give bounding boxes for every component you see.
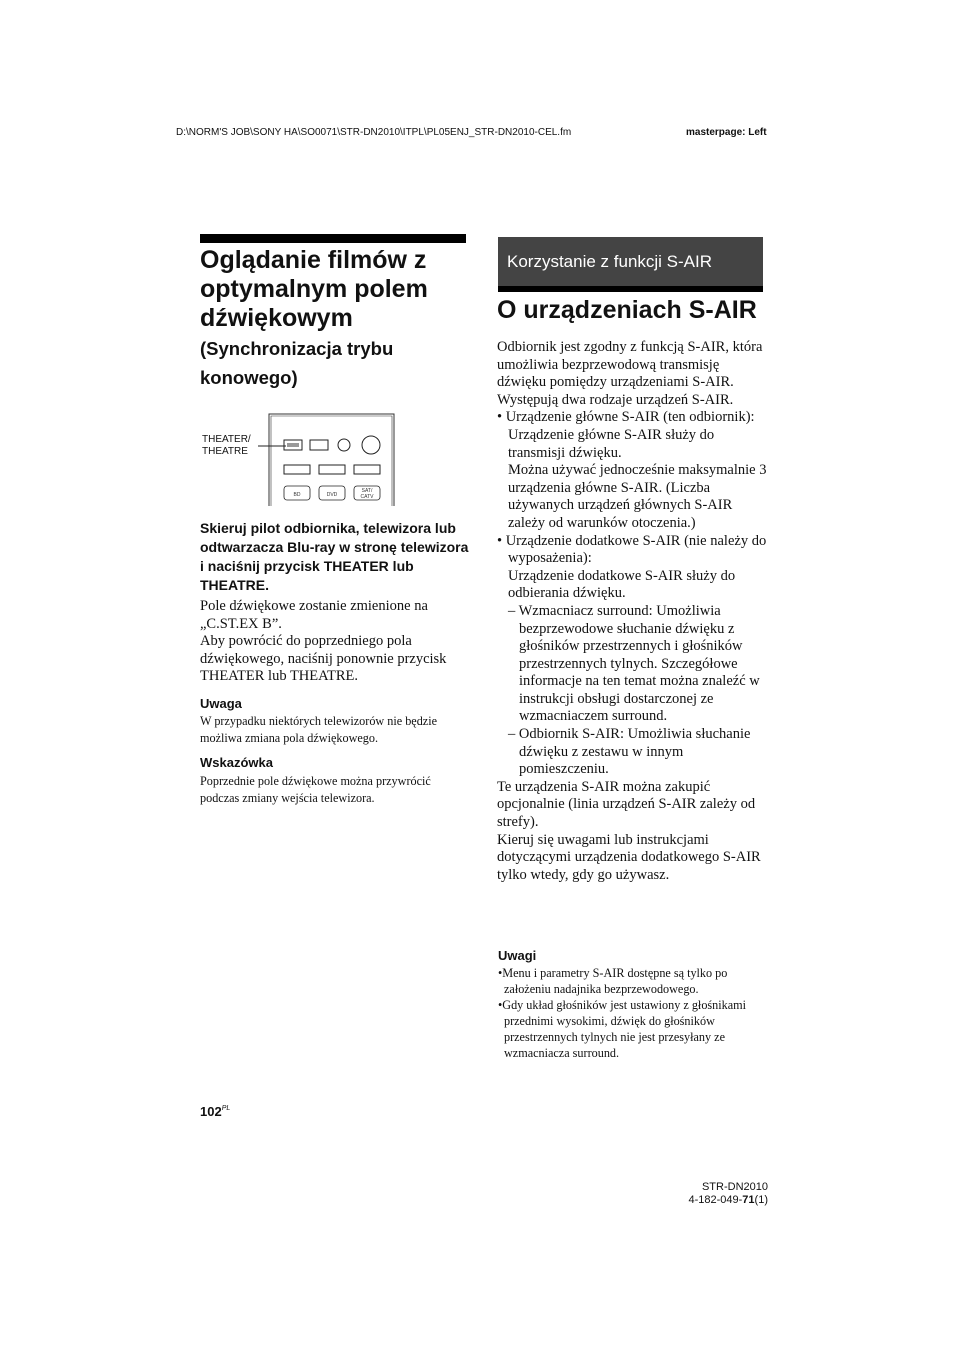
left-heading-rule — [200, 234, 466, 243]
right-section-title: O urządzeniach S-AIR — [497, 296, 757, 324]
note-item: •Gdy układ głośników jest ustawiony z głośnikami przednimi wysokimi, dźwięk do głośników przestrzennych tylnych nie jest przesyłany ze wzmacniacza surround. — [498, 998, 746, 1060]
model-name: STR-DN2010 — [701, 1181, 768, 1193]
step-instruction: Skieruj pilot odbiornika, telewizora lub odtwarzacza Blu-ray w stronę telewizora i naciśnij przycisk THEATER lub THEATRE. — [200, 520, 469, 593]
dvd-label: DVD — [326, 492, 338, 498]
intro-paragraph: Odbiornik jest zgodny z funkcją S-AIR, która umożliwia bezprzewodową transmisję dźwięku pomiędzy urządzeniami S-AIR. — [497, 339, 763, 391]
remote-control-illustration — [200, 410, 400, 506]
step-body — [200, 598, 470, 686]
model-code: 4-182-049-71(1) — [688, 1194, 768, 1206]
bullet-body: Urządzenie dodatkowe S-AIR służy do odbierania dźwięku. — [508, 567, 736, 602]
page-number — [200, 1104, 230, 1119]
bullet-item: • Urządzenie główne S-AIR (ten odbiornik): — [497, 409, 755, 426]
bullet-body: Można używać jednocześnie maksymalnie 3 urządzenia główne S-AIR. (Liczba używanych urządzeń głównych S-AIR zależy od warunków otoczenia.) — [508, 462, 767, 531]
section-banner: Korzystanie z funkcji S-AIR — [498, 237, 763, 286]
page-number-suffix: PL — [221, 1105, 231, 1112]
page-number-value: 102 — [200, 1104, 222, 1119]
sat-label-line2: CATV — [360, 494, 374, 500]
note-text: W przypadku niektórych telewizorów nie będzie możliwa zmiana pola dźwiękowego. — [200, 714, 438, 745]
right-body — [497, 339, 767, 884]
remote-label-line2: THEATRE — [202, 446, 248, 457]
header-file-path: D:\NORM'S JOB\SONY HA\SO0071\STR-DN2010\ITPL\PL05ENJ_STR-DN2010-CEL.fm — [176, 127, 572, 138]
tip-heading: Wskazówka — [200, 755, 273, 770]
header-masterpage: masterpage: Left — [686, 127, 767, 138]
body-paragraph: Te urządzenia S-AIR można zakupić opcjonalnie (linia urządzeń S-AIR zależy od strefy). — [497, 778, 756, 831]
banner-rule — [498, 286, 763, 292]
dash-item: – Odbiornik S-AIR: Umożliwia słuchanie dźwięku z zestawu w innym pomieszczeniu. — [508, 726, 751, 778]
left-section-title: Oglądanie filmów z optymalnym polem dźwiękowym — [200, 246, 428, 332]
dash-item: – Wzmacniacz surround: Umożliwia bezprzewodowe słuchanie dźwięku z głośników przestrzennych i głośników przestrzennych tylnych. Szczegółowe informacje na ten temat można znaleźć w instrukcji obsługi dostarczonej ze wzmacniaczem surround. — [508, 602, 760, 725]
note-heading: Uwaga — [200, 696, 242, 711]
bd-label: BD — [293, 492, 301, 498]
left-section-subtitle: (Synchronizacja trybu konowego) — [200, 338, 394, 388]
sat-label-line1: SAT/ — [361, 488, 373, 494]
intro-paragraph: Występują dwa rodzaje urządzeń S-AIR. — [497, 391, 734, 408]
bullet-body: Urządzenie główne S-AIR służy do transmisji dźwięku. — [508, 426, 715, 461]
note-item: •Menu i parametry S-AIR dostępne są tylko po założeniu nadajnika bezprzewodowego. — [498, 966, 728, 996]
notes-list — [498, 965, 768, 1061]
step-body-paragraph: Pole dźwiękowe zostanie zmienione na „C.ST.EX B”. — [200, 598, 428, 632]
body-paragraph: Kieruj się uwagami lub instrukcjami dotyczącymi urządzenia dodatkowego S-AIR tylko wtedy, gdy go używasz. — [497, 831, 761, 883]
step-body-paragraph: Aby powrócić do poprzedniego pola dźwiękowego, naciśnij ponownie przycisk THEATER lub THEATRE. — [200, 633, 447, 684]
model-info — [600, 1181, 768, 1207]
tip-text: Poprzednie pole dźwiękowe można przywrócić podczas zmiany wejścia telewizora. — [200, 774, 431, 805]
remote-label-line1: THEATER/ — [202, 434, 251, 445]
notes-heading: Uwagi — [498, 948, 537, 963]
bullet-item: • Urządzenie dodatkowe S-AIR (nie należy do wyposażenia): — [497, 532, 767, 567]
